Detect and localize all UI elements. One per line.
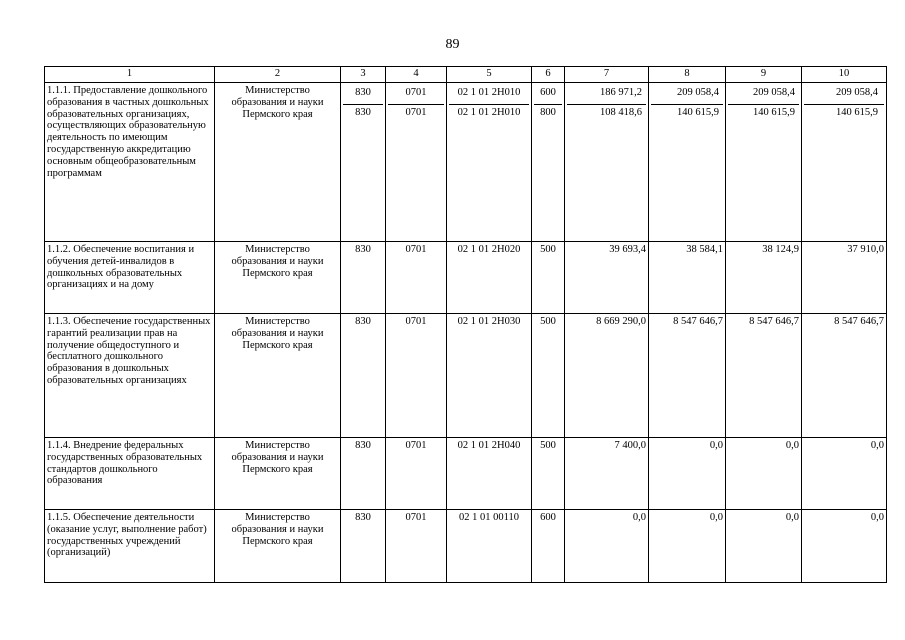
amount-value: 140 615,9 <box>651 104 723 123</box>
column-header: 6 <box>532 67 565 83</box>
expense-type: 500 <box>532 438 565 510</box>
amount-value: 140 615,9 <box>728 104 799 123</box>
amount-cell <box>649 83 726 242</box>
target-code: 02 1 01 2Н020 <box>447 242 532 314</box>
section-code: 0701 <box>405 87 427 98</box>
amount-value: 108 418,6 <box>567 104 646 123</box>
expense-type: 600 <box>532 510 565 583</box>
ministry-name: Министерство образования и науки Пермского края <box>215 242 341 314</box>
amount-value: 0,0 <box>565 510 649 583</box>
table-row <box>45 242 887 314</box>
activity-name: 1.1.1. Предоставление дошкольного образования в частных дошкольных образовательных организациях, осуществляющих образовательную деятельность по имеющим государственную аккредитацию основным общеобразовательным программам <box>45 83 215 242</box>
expense-type: 800 <box>534 104 562 123</box>
amount-value: 0,0 <box>649 438 726 510</box>
section-code-cell <box>386 83 447 242</box>
amount-cell <box>802 83 887 242</box>
activity-name: 1.1.3. Обеспечение государственных гарантий реализации прав на получение общедоступного и бесплатного дошкольного образования в дошкольных образовательных организациях <box>45 314 215 438</box>
column-header: 7 <box>565 67 649 83</box>
amount-value: 0,0 <box>726 510 802 583</box>
target-code: 02 1 01 00110 <box>447 510 532 583</box>
section-code: 0701 <box>386 438 447 510</box>
activity-name: 1.1.4. Внедрение федеральных государственных образовательных стандартов дошкольного образования <box>45 438 215 510</box>
expense-type-cell <box>532 83 565 242</box>
table-header-row <box>45 67 887 83</box>
activity-name: 1.1.2. Обеспечение воспитания и обучения детей-инвалидов в дошкольных образовательных организациях и на дому <box>45 242 215 314</box>
activity-name: 1.1.5. Обеспечение деятельности (оказание услуг, выполнение работ) государственных учреждений (организаций) <box>45 510 215 583</box>
amount-value: 0,0 <box>802 438 887 510</box>
section-code: 0701 <box>386 314 447 438</box>
target-code-cell <box>447 83 532 242</box>
expense-type: 500 <box>532 242 565 314</box>
section-code: 0701 <box>386 242 447 314</box>
amount-value: 140 615,9 <box>804 104 884 123</box>
amount-value: 209 058,4 <box>836 87 878 98</box>
amount-value: 8 547 646,7 <box>649 314 726 438</box>
ministry-name: Министерство образования и науки Пермского края <box>215 510 341 583</box>
expense-type: 600 <box>540 87 556 98</box>
budget-table <box>44 66 887 583</box>
amount-cell <box>565 83 649 242</box>
table-row <box>45 510 887 583</box>
amount-value: 39 693,4 <box>565 242 649 314</box>
admin-code: 830 <box>341 314 386 438</box>
amount-value: 186 971,2 <box>600 87 642 98</box>
table-row <box>45 438 887 510</box>
column-header: 1 <box>45 67 215 83</box>
section-code: 0701 <box>388 104 444 123</box>
ministry-name: Министерство образования и науки Пермского края <box>215 314 341 438</box>
table-row <box>45 314 887 438</box>
amount-value: 209 058,4 <box>753 87 795 98</box>
admin-code-cell <box>341 83 386 242</box>
amount-value: 8 547 646,7 <box>726 314 802 438</box>
target-code: 02 1 01 2Н010 <box>457 87 521 98</box>
amount-value: 209 058,4 <box>677 87 719 98</box>
admin-code: 830 <box>341 438 386 510</box>
target-code: 02 1 01 2Н010 <box>449 104 529 123</box>
page-number: 89 <box>445 37 460 52</box>
amount-value: 7 400,0 <box>565 438 649 510</box>
column-header: 10 <box>802 67 887 83</box>
amount-value: 37 910,0 <box>802 242 887 314</box>
amount-value: 8 669 290,0 <box>565 314 649 438</box>
admin-code: 830 <box>355 87 371 98</box>
amount-value: 8 547 646,7 <box>802 314 887 438</box>
column-header: 9 <box>726 67 802 83</box>
column-header: 4 <box>386 67 447 83</box>
section-code: 0701 <box>386 510 447 583</box>
admin-code: 830 <box>341 242 386 314</box>
amount-cell <box>726 83 802 242</box>
ministry-name: Министерство образования и науки Пермского края <box>215 83 341 242</box>
target-code: 02 1 01 2Н040 <box>447 438 532 510</box>
column-header: 8 <box>649 67 726 83</box>
target-code: 02 1 01 2Н030 <box>447 314 532 438</box>
table-row <box>45 83 887 242</box>
amount-value: 0,0 <box>649 510 726 583</box>
admin-code: 830 <box>343 104 383 123</box>
column-header: 2 <box>215 67 341 83</box>
amount-value: 0,0 <box>726 438 802 510</box>
amount-value: 0,0 <box>802 510 887 583</box>
expense-type: 500 <box>532 314 565 438</box>
amount-value: 38 124,9 <box>726 242 802 314</box>
ministry-name: Министерство образования и науки Пермского края <box>215 438 341 510</box>
column-header: 5 <box>447 67 532 83</box>
amount-value: 38 584,1 <box>649 242 726 314</box>
column-header: 3 <box>341 67 386 83</box>
admin-code: 830 <box>341 510 386 583</box>
